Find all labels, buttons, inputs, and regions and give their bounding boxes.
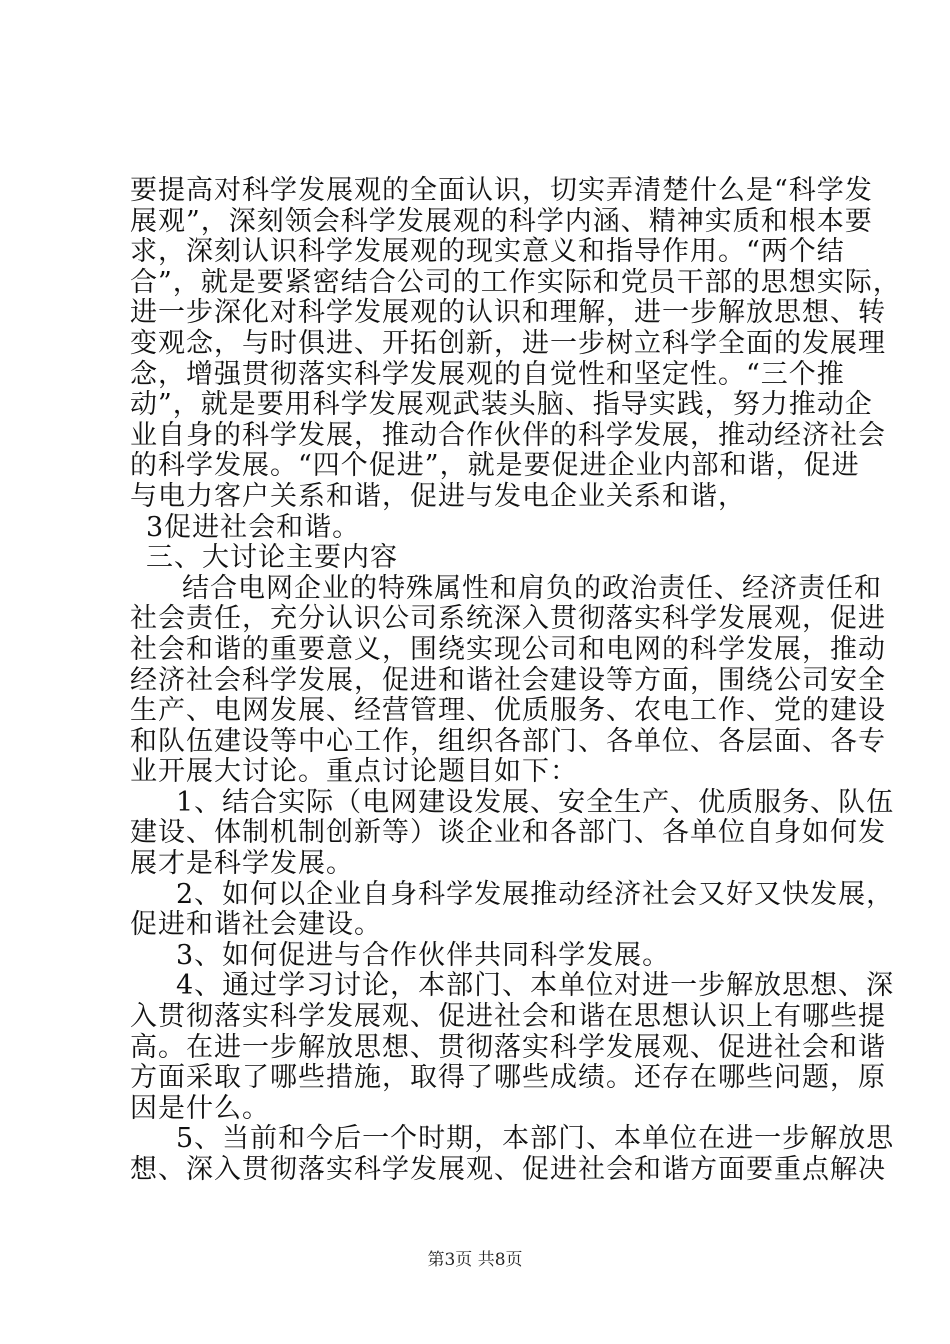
list-item-line: 方面采取了哪些措施，取得了哪些成绩。还存在哪些问题，原 [130, 1062, 886, 1094]
paragraph-line: 业开展大讨论。重点讨论题目如下： [130, 756, 578, 788]
paragraph-line: 3促进社会和谐。 [146, 511, 361, 543]
paragraph-line: 与电力客户关系和谐，促进与发电企业关系和谐， [130, 480, 746, 512]
list-item-line: 促进和谐社会建设。 [130, 909, 382, 941]
paragraph-line: 社会和谐的重要意义，围绕实现公司和电网的科学发展，推动 [130, 633, 886, 665]
list-item-line: 高。在进一步解放思想、贯彻落实科学发展观、促进社会和谐 [130, 1031, 886, 1063]
list-item-line: 展才是科学发展。 [130, 848, 354, 880]
paragraph-line: 经济社会科学发展，促进和谐社会建设等方面，围绕公司安全 [130, 664, 886, 696]
paragraph-line: 合”，就是要紧密结合公司的工作实际和党员干部的思想实际， [130, 266, 901, 298]
list-item-line: 3、如何促进与合作伙伴共同科学发展。 [176, 939, 671, 971]
list-item-line: 因是什么。 [130, 1092, 270, 1124]
paragraph-line: 展观”，深刻领会科学发展观的科学内涵、精神实质和根本要 [130, 205, 873, 237]
paragraph-line: 结合电网企业的特殊属性和肩负的政治责任、经济责任和 [182, 572, 882, 604]
page-footer: 第3页 共8页 [427, 1250, 523, 1270]
paragraph-line: 求，深刻认识科学发展观的现实意义和指导作用。“两个结 [130, 236, 845, 268]
paragraph-line: 念，增强贯彻落实科学发展观的自觉性和坚定性。“三个推 [130, 358, 845, 390]
list-item-line: 5、当前和今后一个时期，本部门、本单位在进一步解放思 [176, 1123, 895, 1155]
paragraph-line: 业自身的科学发展，推动合作伙伴的科学发展，推动经济社会 [130, 419, 886, 451]
list-item-line: 1、结合实际（电网建设发展、安全生产、优质服务、队伍 [176, 786, 895, 818]
list-item-line: 4、通过学习讨论，本部门、本单位对进一步解放思想、深 [176, 970, 895, 1002]
paragraph-line: 和队伍建设等中心工作，组织各部门、各单位、各层面、各专 [130, 725, 886, 757]
list-item-line: 建设、体制机制创新等）谈企业和各部门、各单位自身如何发 [130, 817, 886, 849]
paragraph-line: 社会责任，充分认识公司系统深入贯彻落实科学发展观，促进 [130, 603, 886, 635]
list-item-line: 想、深入贯彻落实科学发展观、促进社会和谐方面要重点解决 [130, 1154, 886, 1185]
section-heading: 三、大讨论主要内容 [146, 542, 398, 574]
paragraph-line: 变观念，与时俱进、开拓创新，进一步树立科学全面的发展理 [130, 327, 886, 359]
paragraph-line: 进一步深化对科学发展观的认识和理解，进一步解放思想、转 [130, 297, 886, 329]
paragraph-line: 动”，就是要用科学发展观武装头脑、指导实践，努力推动企 [130, 389, 873, 421]
document-body [130, 175, 901, 1186]
paragraph-line: 要提高对科学发展观的全面认识，切实弄清楚什么是“科学发 [130, 175, 873, 206]
paragraph-line: 生产、电网发展、经营管理、优质服务、农电工作、党的建设 [130, 695, 886, 727]
list-item-line: 入贯彻落实科学发展观、促进社会和谐在思想认识上有哪些提 [130, 1001, 886, 1033]
list-item-line: 2、如何以企业自身科学发展推动经济社会又好又快发展， [176, 878, 895, 910]
paragraph-line: 的科学发展。“四个促进”，就是要促进企业内部和谐，促进 [130, 450, 860, 482]
